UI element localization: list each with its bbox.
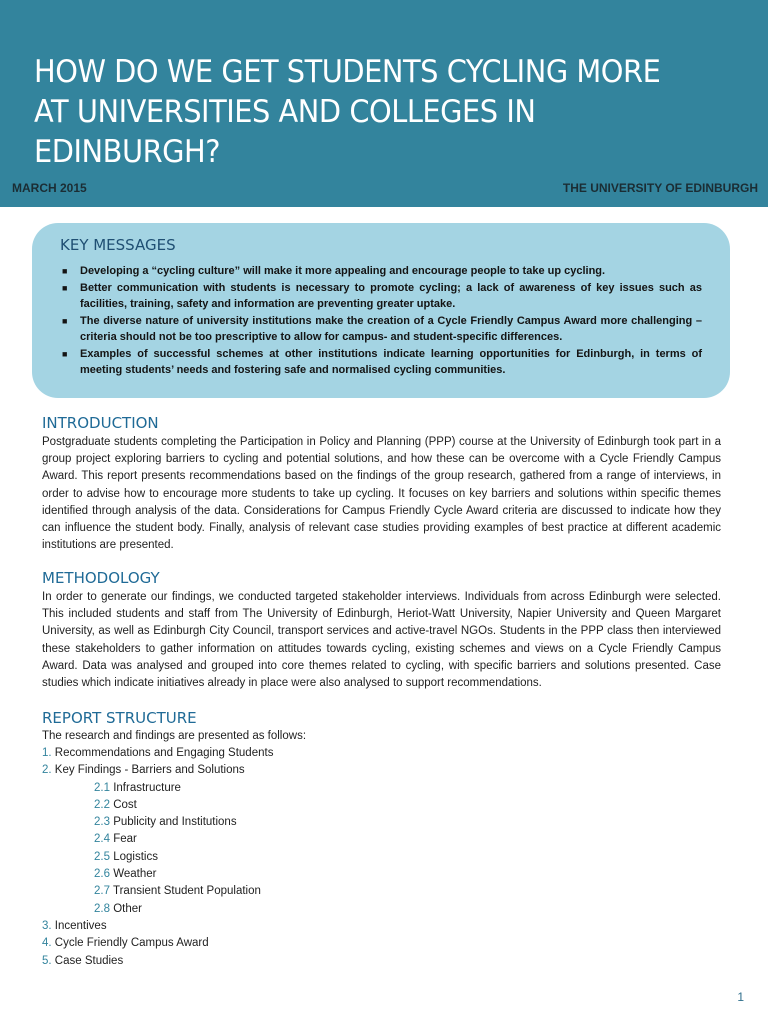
item-number: 2.1 (94, 781, 110, 794)
item-label: Fear (113, 833, 137, 846)
key-messages-list (62, 263, 702, 379)
page-number: 1 (737, 990, 744, 1004)
report-structure-heading: REPORT STRUCTURE (42, 709, 197, 727)
report-structure-list (42, 745, 721, 970)
item-label: Incentives (54, 919, 107, 932)
report-structure-intro: The research and findings are presented as follows: (42, 730, 307, 742)
key-message-text: The diverse nature of university institutions make the creation of a Cycle Friendly Campus Award more challenging – criteria should not be too prescriptive to allow for campus- and student-specific differences. (80, 314, 702, 343)
list-item (42, 918, 721, 935)
list-item (62, 313, 702, 346)
item-label: Transient Student Population (113, 885, 261, 898)
key-messages-box (32, 223, 730, 398)
list-item (42, 780, 721, 797)
list-item (42, 866, 721, 883)
list-item (62, 280, 702, 313)
item-number: 2.5 (94, 850, 110, 863)
key-message-text: Better communication with students is necessary to promote cycling; a lack of awareness of key issues such as facilities, training, safety and information are preventing greater uptake. (80, 281, 702, 310)
item-number: 1. (42, 747, 52, 759)
item-number: 3. (42, 919, 52, 932)
document-title: HOW DO WE GET STUDENTS CYCLING MORE AT UNIVERSITIES AND COLLEGES IN EDINBURGH? (34, 54, 661, 170)
item-number: 2.7 (94, 885, 110, 898)
list-item (62, 346, 702, 379)
item-number: 2.2 (94, 798, 110, 811)
list-item (42, 935, 721, 952)
key-message-text: Examples of successful schemes at other institutions indicate learning opportunities for Edinburgh, in terms of meeting students’ needs and fostering safe and normalised cycling communities. (80, 347, 702, 376)
introduction-text: Postgraduate students completing the Participation in Policy and Planning (PPP) course at the University of Edinburgh took part in a group project exploring barriers to cycling and potential solutions, and how these can be overcome with a Cycle Friendly Campus Award. This report presents recommendations based on the findings of the group research, gathered from a range of interviews, in order to advise how to encourage more students to take up cycling. It focuses on key barriers and solutions within specific themes identified through analysis of the data. Considerations for Campus Friendly Cycle Award criteria are discussed to indicate how they can influence the student body. Finally, analysis of relevant case studies providing examples of best practice at different academic institutions are presented. (42, 436, 721, 552)
header-banner (0, 0, 768, 207)
bullet-icon: ■ (62, 348, 68, 359)
publication-date: MARCH 2015 (12, 181, 87, 195)
item-label: Logistics (113, 850, 158, 863)
list-item (62, 263, 702, 280)
list-item (42, 901, 721, 918)
item-label: Infrastructure (113, 781, 181, 794)
item-label: Cycle Friendly Campus Award (54, 937, 209, 950)
item-label: Cost (113, 798, 137, 811)
list-item (42, 762, 721, 779)
bullet-icon: ■ (62, 315, 68, 326)
item-number: 2.3 (94, 816, 110, 829)
item-label: Other (113, 902, 142, 915)
list-item (42, 797, 721, 814)
methodology-heading: METHODOLOGY (42, 569, 160, 587)
item-label: Key Findings - Barriers and Solutions (54, 764, 245, 777)
item-number: 2.4 (94, 833, 110, 846)
organisation-name: THE UNIVERSITY OF EDINBURGH (562, 181, 758, 195)
introduction-heading: INTRODUCTION (42, 414, 159, 432)
item-label: Case Studies (54, 954, 124, 967)
list-item (42, 849, 721, 866)
key-message-text: Developing a “cycling culture” will make it more appealing and encourage people to take up cycling. (80, 265, 606, 277)
list-item (42, 745, 721, 762)
item-label: Publicity and Institutions (113, 816, 237, 829)
item-number: 2. (42, 764, 52, 777)
key-messages-title: KEY MESSAGES (60, 236, 176, 254)
list-item (42, 831, 721, 848)
list-item (42, 814, 721, 831)
bullet-icon: ■ (62, 282, 68, 293)
item-number: 2.8 (94, 902, 110, 915)
item-label: Recommendations and Engaging Students (54, 747, 274, 759)
item-label: Weather (113, 868, 157, 881)
item-number: 4. (42, 937, 52, 950)
bullet-icon: ■ (62, 266, 68, 276)
item-number: 2.6 (94, 868, 110, 881)
methodology-text: In order to generate our findings, we conducted targeted stakeholder interviews. Individuals from across Edinburgh were selected. This included students and staff from The University of Edinburgh, Heriot-Watt University, Napier University and Queen Margaret University, as well as Edinburgh City Council, transport services and active-travel NGOs. Students in the PPP class then interviewed these stakeholders to gather information on attitudes towards cycling, existing schemes and views on a Cycle Friendly Campus Award. Data was analysed and grouped into core themes related to cycling, with specific barriers and solutions presented. Case studies which indicate initiatives already in place were also analysed to support recommendations. (42, 591, 721, 690)
list-item (42, 883, 721, 900)
item-number: 5. (42, 954, 52, 967)
list-item (42, 953, 721, 970)
